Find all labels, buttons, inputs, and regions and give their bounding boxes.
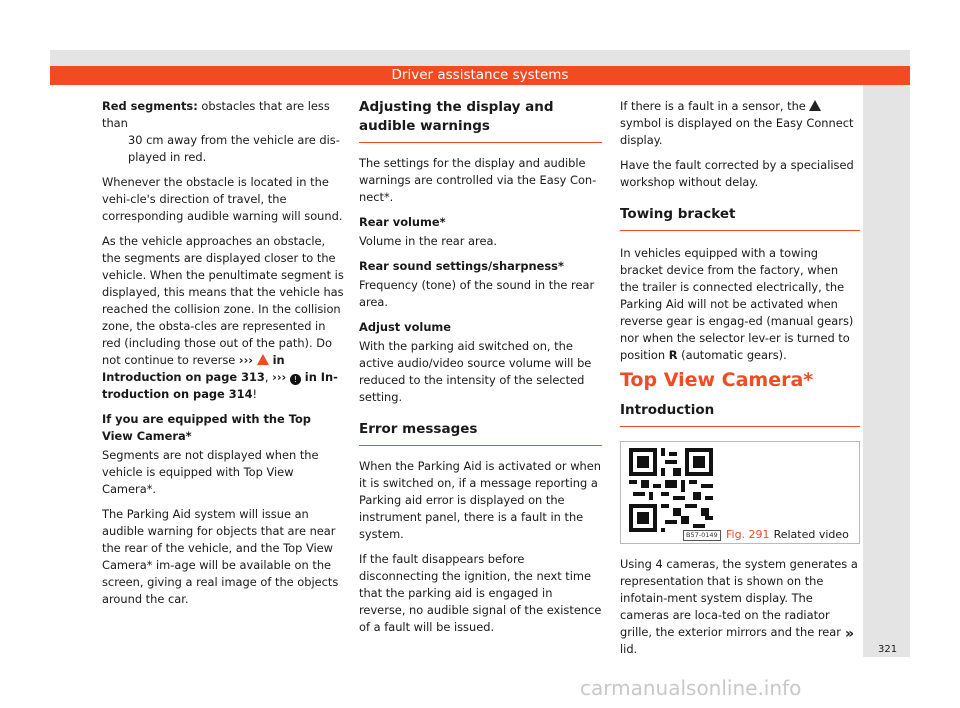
- collision-text: As the vehicle approaches an obstacle, the segments are displayed closer to the vehicle. When the penultimate segment is displayed, this means that the vehicle has reached the collision zone. In the collision zone, the obsta-cles are represented in red (including those out of the path). Do not continue to reverse: [102, 234, 344, 367]
- sensor-fault-text-b: symbol is displayed on the Easy Connect display.: [620, 116, 854, 147]
- error-heading-block: [359, 420, 602, 446]
- error-paragraph-2: If the fault disappears before disconnecting the ignition, the next time that the parking aid is engaged in reverse, no audible signal of the existence of a fault will be issued.: [359, 552, 602, 634]
- cameras-paragraph: Using 4 cameras, the system generates a representation that is shown on the infotain-ment system display. The cameras are loca-ted on the radiator grille, the exterior mirrors and the rear lid.: [620, 557, 858, 656]
- cross-ref-link-2[interactable]: in In-troduction on page 314: [102, 370, 338, 401]
- rear-sound-text: Frequency (tone) of the sound in the rear area.: [359, 278, 595, 309]
- rear-sound-label: Rear sound settings/sharpness*: [359, 259, 564, 273]
- page-margin: [863, 85, 910, 657]
- red-segments-text-cont: 30 cm away from the vehicle are dis-played in red.: [128, 133, 340, 164]
- adjusting-heading-block: [359, 98, 602, 143]
- column-1: [102, 98, 345, 616]
- section-banner: Driver assistance systems: [50, 66, 910, 85]
- warning-triangle-icon: [809, 100, 821, 111]
- watermark: carmanualsonline.info: [580, 676, 802, 700]
- collision-paragraph: As the vehicle approaches an obstacle, the segments are displayed closer to the vehicle. When the penultimate segment is displayed, this means that the vehicle has reached the collision zone. In the collision zone, the obsta-cles are represented in red (including those out of the path). Do not continue to reverse ››› in Introduction on page 313, ››› ! in In-troduction on page 314!: [102, 234, 344, 401]
- sensor-fault-paragraph: [620, 98, 860, 149]
- error-heading: Error messages: [359, 421, 478, 437]
- workshop-paragraph: Have the fault corrected by a specialised workshop without delay.: [620, 158, 854, 189]
- top-view-camera-heading: Top View Camera*: [620, 369, 814, 391]
- rear-volume-text: Volume in the rear area.: [359, 234, 498, 248]
- adjusting-heading: Adjusting the display and audible warnings: [359, 99, 554, 134]
- cross-ref-link-1[interactable]: in Introduction on page 313: [102, 353, 285, 384]
- parking-aid-paragraph: The Parking Aid system will issue an audible warning for objects that are near the rear of the vehicle, and the Top View Camera* im-age will be available on the screen, giving a real image of the objects around the car.: [102, 507, 339, 606]
- figure-number: Fig. 291: [726, 528, 770, 541]
- settings-paragraph: The settings for the display and audible warnings are controlled via the Easy Con-nect*.: [359, 156, 597, 204]
- towing-heading-block: [620, 205, 860, 231]
- figure-caption: [726, 526, 849, 543]
- warning-triangle-icon: [257, 354, 269, 365]
- rear-volume-label: Rear volume*: [359, 215, 446, 229]
- red-segments-label: Red segments:: [102, 99, 198, 113]
- towing-text-b: (automatic gears).: [677, 348, 787, 362]
- adjust-volume-label: Adjust volume: [359, 320, 452, 334]
- gear-position-r: R: [668, 348, 678, 362]
- continue-marker: »: [845, 626, 855, 642]
- adjust-volume-text: With the parking aid switched on, the active audio/video source volume will be reduced to the intensity of the selected setting.: [359, 339, 592, 404]
- error-paragraph-1: When the Parking Aid is activated or when it is switched on, if a message reporting a Parking aid error is displayed on the instrument panel, there is a fault in the system.: [359, 459, 601, 541]
- column-2: [359, 98, 602, 644]
- towing-paragraph: [620, 245, 860, 364]
- sensor-fault-text-a: If there is a fault in a sensor, the: [620, 99, 810, 113]
- qr-code[interactable]: [629, 448, 713, 532]
- topview-paragraph: Segments are not displayed when the vehicle is equipped with Top View Camera*.: [102, 448, 319, 496]
- obstacle-paragraph: Whenever the obstacle is located in the vehi-cle's direction of travel, the corresponding audible warning will sound.: [102, 175, 343, 223]
- towing-text-a: In vehicles equipped with a towing bracket device from the factory, when the trailer is connected electrically, the Parking Aid will not be activated when reverse gear is engag-ed (manual gears) nor when the selector lev-er is turned to position: [620, 246, 854, 362]
- column-3: [620, 98, 860, 666]
- intro-heading-block: [620, 401, 860, 427]
- red-segments-text: obstacles that are less than: [102, 99, 330, 130]
- page-number: 321: [878, 644, 898, 655]
- collision-text-end: !: [252, 387, 258, 401]
- cross-ref-arrow: ›››: [238, 353, 254, 367]
- topview-subheading: If you are equipped with the Top View Camera*: [102, 412, 311, 443]
- info-icon: !: [290, 374, 301, 385]
- video-figure: [620, 441, 860, 544]
- cross-ref-arrow-2: ›››: [272, 370, 287, 384]
- figure-caption-text: Related video: [773, 528, 849, 541]
- figure-code: B57-0149: [683, 530, 721, 541]
- intro-heading: Introduction: [620, 402, 715, 418]
- towing-heading: Towing bracket: [620, 206, 736, 222]
- red-segments-item: [102, 98, 345, 166]
